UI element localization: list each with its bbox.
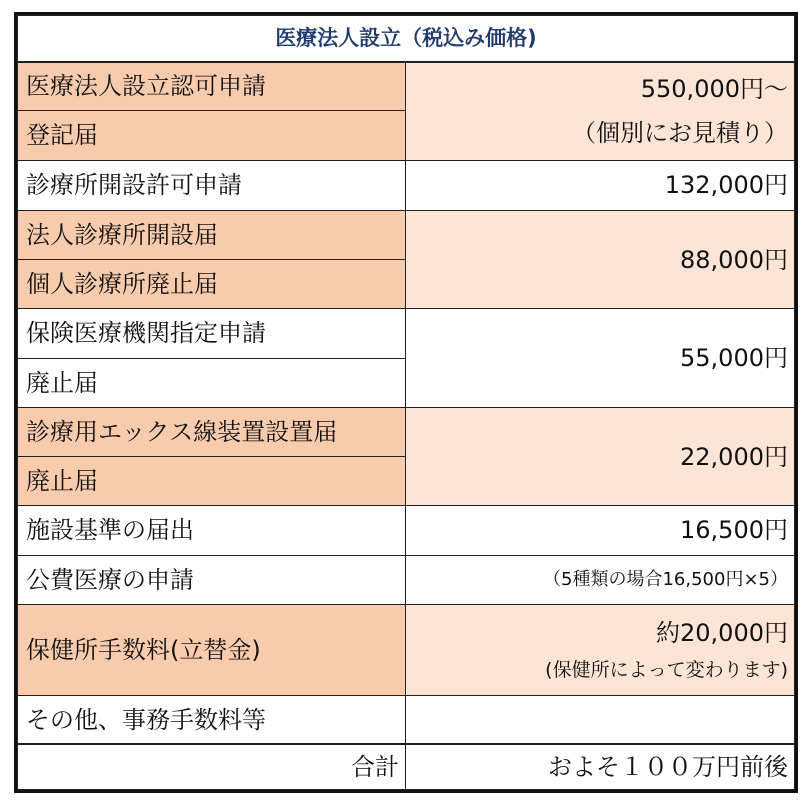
price-value: 約20,000円 <box>656 618 788 647</box>
table-row <box>18 309 795 358</box>
row-label: 保健所手数料(立替金) <box>18 604 406 695</box>
table-row <box>18 210 795 259</box>
table-row <box>18 160 795 210</box>
price-value: 132,000円 <box>406 160 795 210</box>
row-label: 廃止届 <box>18 358 406 407</box>
table-row <box>18 696 795 744</box>
table-row <box>18 407 795 456</box>
price-value: 55,000円 <box>406 309 795 408</box>
price-table <box>17 15 795 790</box>
table-row <box>18 62 795 111</box>
row-label: その他、事務手数料等 <box>18 696 406 744</box>
price-value: 550,000円～ <box>640 74 788 103</box>
row-label: 登記届 <box>18 111 406 160</box>
price-value: 22,000円 <box>406 407 795 506</box>
table-row <box>18 604 795 695</box>
row-label: 保険医療機関指定申請 <box>18 309 406 358</box>
total-label: 合計 <box>18 744 406 789</box>
price-value: 16,500円 <box>406 506 795 555</box>
row-label: 法人診療所開設届 <box>18 210 406 259</box>
price-note: (保健所によって変わります) <box>545 658 788 681</box>
price-value: 88,000円 <box>406 210 795 309</box>
price-value <box>406 696 795 744</box>
price-note: （5種類の場合16,500円×5） <box>406 555 795 604</box>
row-label: 医療法人設立認可申請 <box>18 62 406 111</box>
table-header-row <box>18 16 795 62</box>
row-label: 個人診療所廃止届 <box>18 260 406 309</box>
row-label: 診療用エックス線装置設置届 <box>18 407 406 456</box>
price-note: （個別にお見積り） <box>572 119 788 148</box>
row-label: 公費医療の申請 <box>18 555 406 604</box>
table-row <box>18 555 795 604</box>
price-table-frame <box>14 12 798 793</box>
row-label: 廃止届 <box>18 457 406 506</box>
price-cell <box>406 604 795 695</box>
total-row <box>18 744 795 789</box>
table-row <box>18 506 795 555</box>
row-label: 施設基準の届出 <box>18 506 406 555</box>
total-value: およそ１００万円前後 <box>406 744 795 789</box>
row-price-group <box>406 62 795 161</box>
table-title: 医療法人設立（税込み価格) <box>18 16 795 62</box>
row-label: 診療所開設許可申請 <box>18 160 406 210</box>
